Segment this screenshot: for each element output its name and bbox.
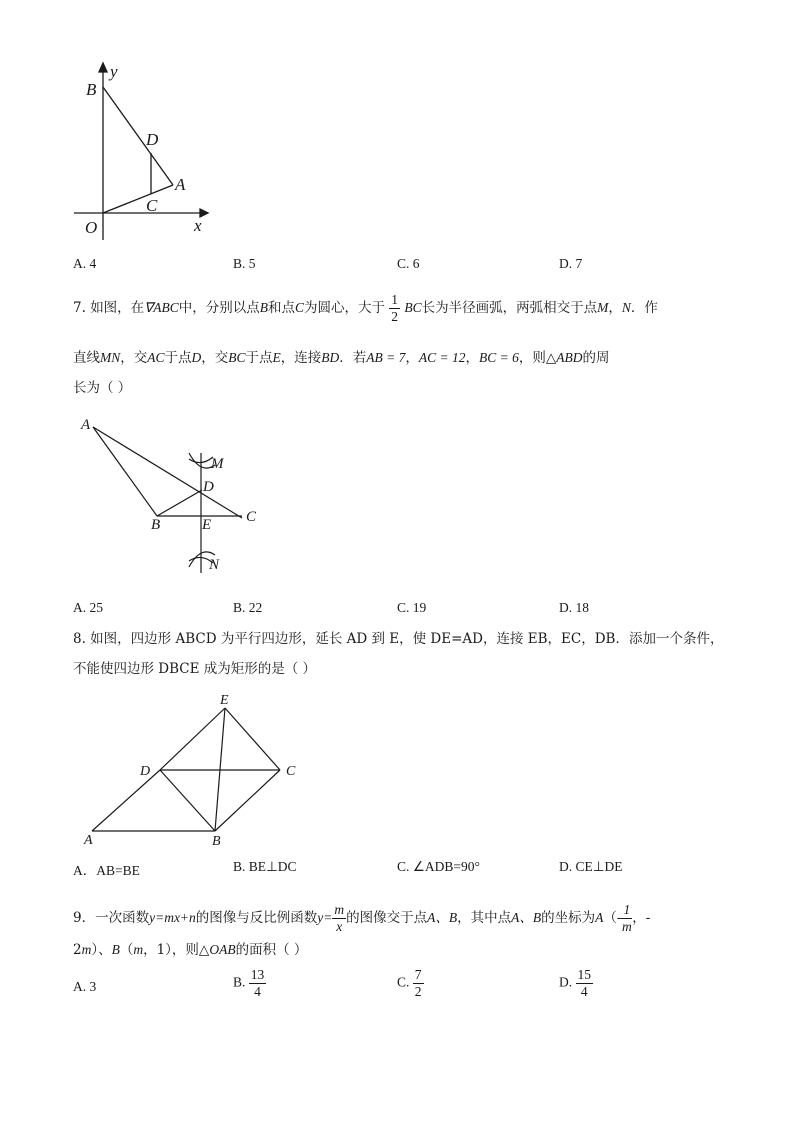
q7-label-B: B — [151, 517, 161, 533]
q7-label-M: M — [211, 456, 224, 472]
coordinate-figure — [60, 55, 220, 240]
label-C: C — [146, 196, 158, 215]
triangle-construction-figure — [75, 415, 275, 585]
q7-option-a: A. 25 — [73, 600, 103, 615]
parallelogram-figure — [80, 690, 310, 850]
q7-line-3: 长为（ ） — [73, 380, 132, 396]
q8-option-c: C. ∠ADB=90° — [397, 859, 480, 874]
fraction-one-over-m: $\frac{1}{m}$ — [621, 902, 632, 934]
q6-option-b: B. 5 — [233, 256, 256, 271]
fraction-one-half: $\frac{1}{2}$ — [391, 292, 399, 324]
q9-line-2: 2m）、B（m，1），则△OAB的面积（ ） — [73, 942, 308, 958]
q6-option-a: A. 4 — [73, 256, 97, 271]
q8-label-B: B — [212, 834, 221, 849]
q7-label-A: A — [81, 417, 91, 433]
fraction-m-over-x: $\frac{m}{x}$ — [334, 902, 345, 934]
q7-option-d: D. 18 — [559, 600, 589, 615]
q8-label-C: C — [286, 764, 296, 779]
q7-line-2: 直线MN，交AC于点D，交BC于点E，连接BD．若AB = 7，AC = 12，BC = 6，则△ABD的周 — [73, 350, 610, 366]
q7-label-N: N — [209, 557, 220, 573]
q7-label-C: C — [246, 509, 257, 525]
q8-option-b: B. BE⊥DC — [233, 859, 297, 874]
q7-label-E: E — [202, 517, 212, 533]
q8-label-A: A — [84, 833, 93, 848]
q9-option-d: D. $\frac{15}{4}$ — [559, 967, 591, 999]
q7-option-c: C. 19 — [397, 600, 427, 615]
q9-line-1: 9．一次函数y=mx+n的图像与反比例函数y= $\frac{m}{x}$ 的图像交于点A、B，其中点A、B的坐标为A（- $\frac{1}{m}$ ，- — [73, 902, 651, 934]
q6-option-c: C. 6 — [397, 256, 420, 271]
label-A: A — [175, 175, 186, 194]
label-y: y — [110, 62, 118, 81]
q8-line-2: 不能使四边形 DBCE 成为矩形的是（ ） — [73, 661, 317, 677]
q8-option-d: D. CE⊥DE — [559, 859, 623, 874]
q7-label-D: D — [203, 479, 214, 495]
label-B: B — [86, 80, 97, 99]
q8-line-1: 8. 如图，四边形 ABCD 为平行四边形，延长 AD 到 E，使 DE=AD，连接 EB，EC，DB．添加一个条件， — [73, 631, 724, 647]
q7-option-b: B. 22 — [233, 600, 263, 615]
q8-label-D: D — [140, 764, 151, 779]
label-D: D — [146, 130, 159, 149]
q9-option-a: A. 3 — [73, 979, 97, 994]
q6-option-d: D. 7 — [559, 256, 583, 271]
q8-label-E: E — [220, 693, 229, 708]
q8-option-a: A．AB=BE — [73, 863, 140, 878]
label-O: O — [85, 218, 98, 237]
q9-option-c: C. $\frac{7}{2}$ — [397, 967, 422, 999]
label-x: x — [194, 216, 202, 235]
q9-option-b: B. $\frac{13}{4}$ — [233, 967, 265, 999]
q7-line-1: 7. 如图，在∇ABC中，分别以点B和点C为圆心，大于 $\frac{1}{2}$ BC长为半径画弧，两弧相交于点M，N．作 — [73, 292, 658, 324]
